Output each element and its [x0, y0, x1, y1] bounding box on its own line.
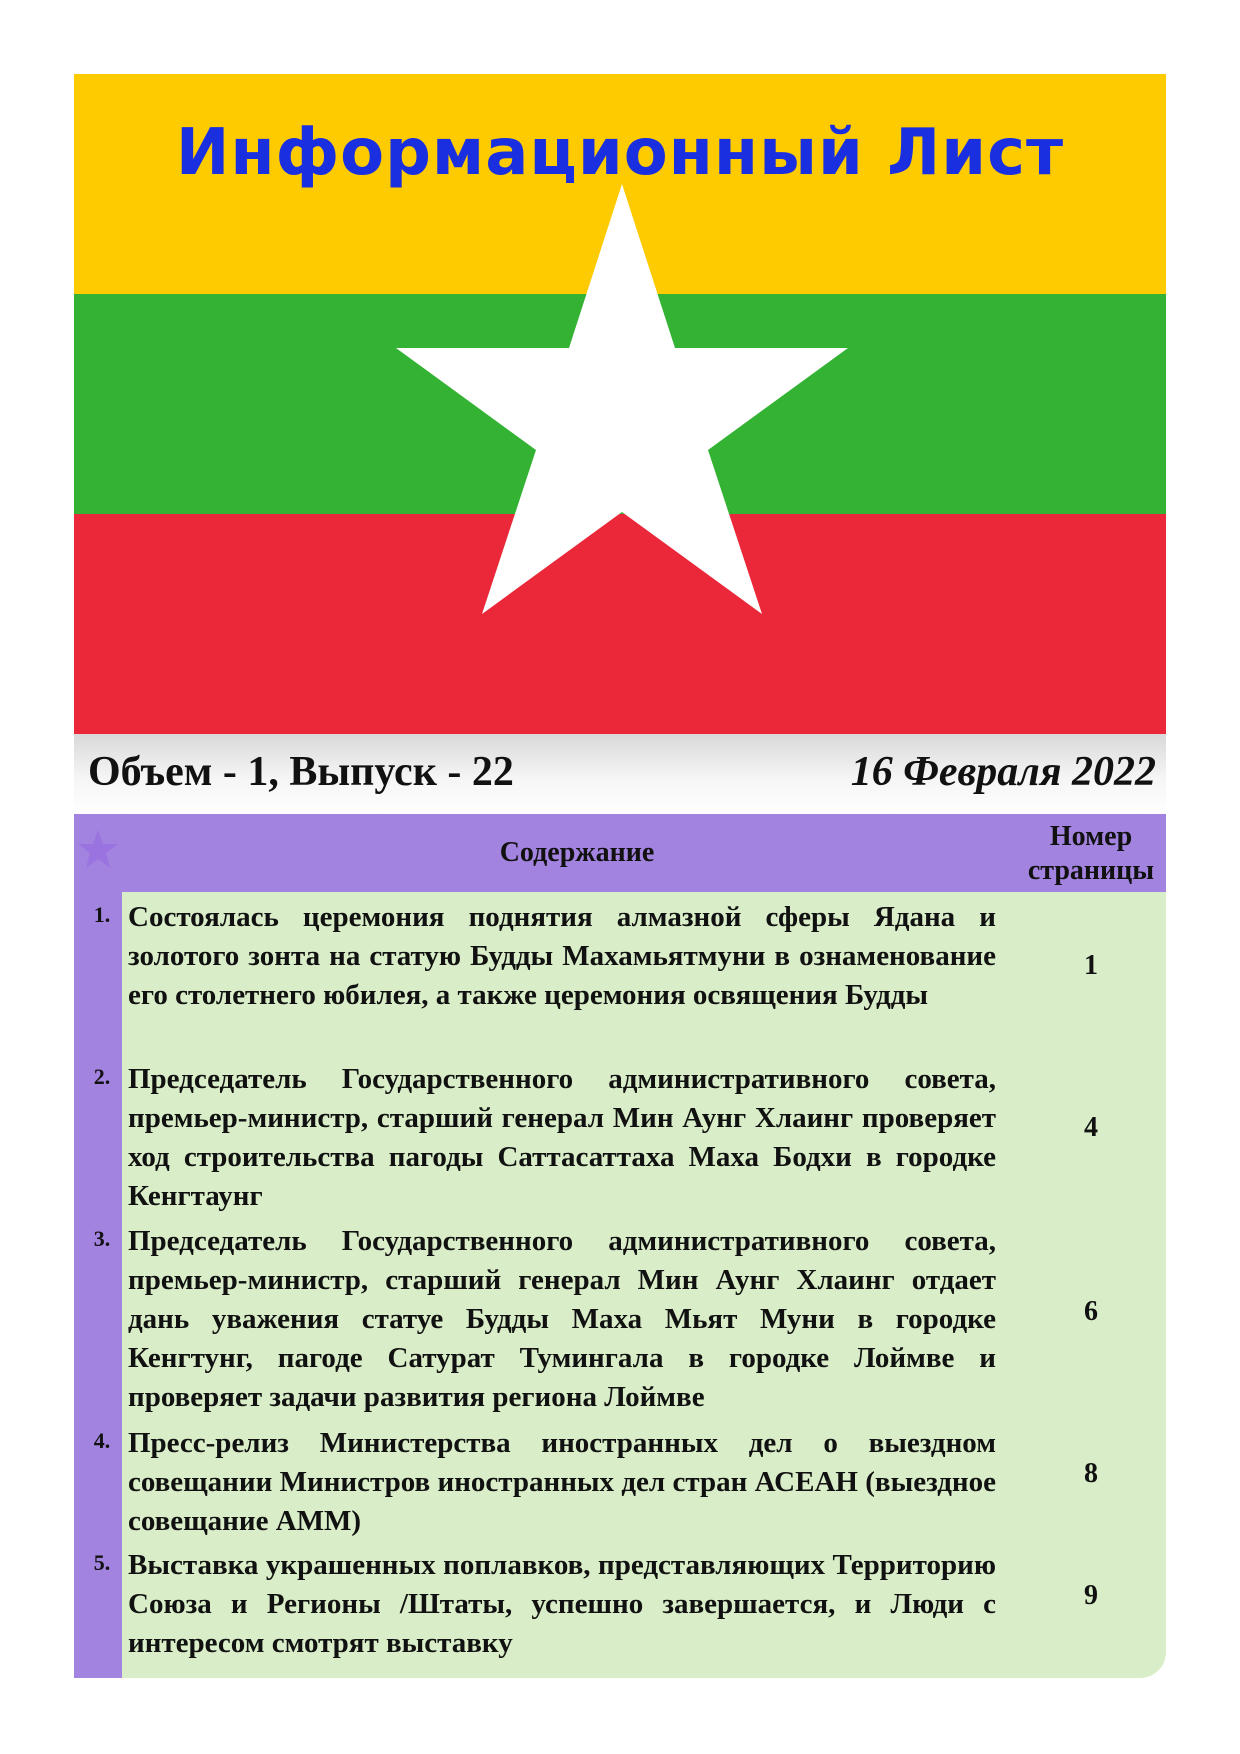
toc-item-page: 8 [1084, 1458, 1098, 1489]
toc-item-number: 4. [93, 1428, 111, 1453]
myanmar-flag [74, 74, 1166, 734]
star-icon [76, 828, 120, 872]
issue-bar [74, 734, 1166, 814]
toc-item-page: 9 [1084, 1580, 1098, 1611]
issue-date: 16 Февраля 2022 [850, 749, 1156, 795]
page-title: Информационный Лист [175, 116, 1065, 190]
toc-item-title: Пресс-релиз Министерства иностранных дел о выездном совещании Министров иностранных дел стран АСЕАН (выездное совещание АММ) [128, 1427, 996, 1537]
toc-item-title: Председатель Государственного административного совета, премьер-министр, старший генерал Мин Аунг Хлаинг проверяет ход строительства пагоды Саттасаттаха Маха Бодхи в городке Кенгтаунг [128, 1063, 996, 1212]
toc-header [74, 814, 1166, 892]
toc-item-page: 1 [1084, 950, 1098, 981]
toc-header-contents: Содержание [499, 837, 655, 868]
toc-header-page: Номер страницы [1027, 821, 1155, 886]
toc-item-number: 2. [93, 1064, 111, 1089]
volume-issue: Объем - 1, Выпуск - 22 [88, 749, 514, 795]
toc-item-number: 1. [93, 902, 111, 927]
table-of-contents [74, 814, 1166, 1678]
toc-item-title: Председатель Государственного административного совета, премьер-министр, старший генерал Мин Аунг Хлаинг отдает дань уважения статуе Будды Маха Мьят Муни в городке Кенгтунг, пагоде Сатурат Тумингала в городке Лоймве и проверяет задачи развития региона Лоймве [128, 1225, 996, 1413]
toc-item-title: Состоялась церемония поднятия алмазной сферы Ядана и золотого зонта на статую Будды Махамьятмуни в ознаменование его столетнего юбилея, а также церемония освящения Будды [128, 901, 996, 1011]
toc-item-number: 3. [93, 1226, 111, 1251]
toc-item-page: 4 [1084, 1112, 1098, 1143]
toc-item-number: 5. [93, 1550, 111, 1575]
toc-item-page: 6 [1084, 1296, 1098, 1327]
toc-item-title: Выставка украшенных поплавков, представляющих Территорию Союза и Регионы /Штаты, успешно завершается, и Люди с интересом смотрят выставку [128, 1549, 996, 1659]
